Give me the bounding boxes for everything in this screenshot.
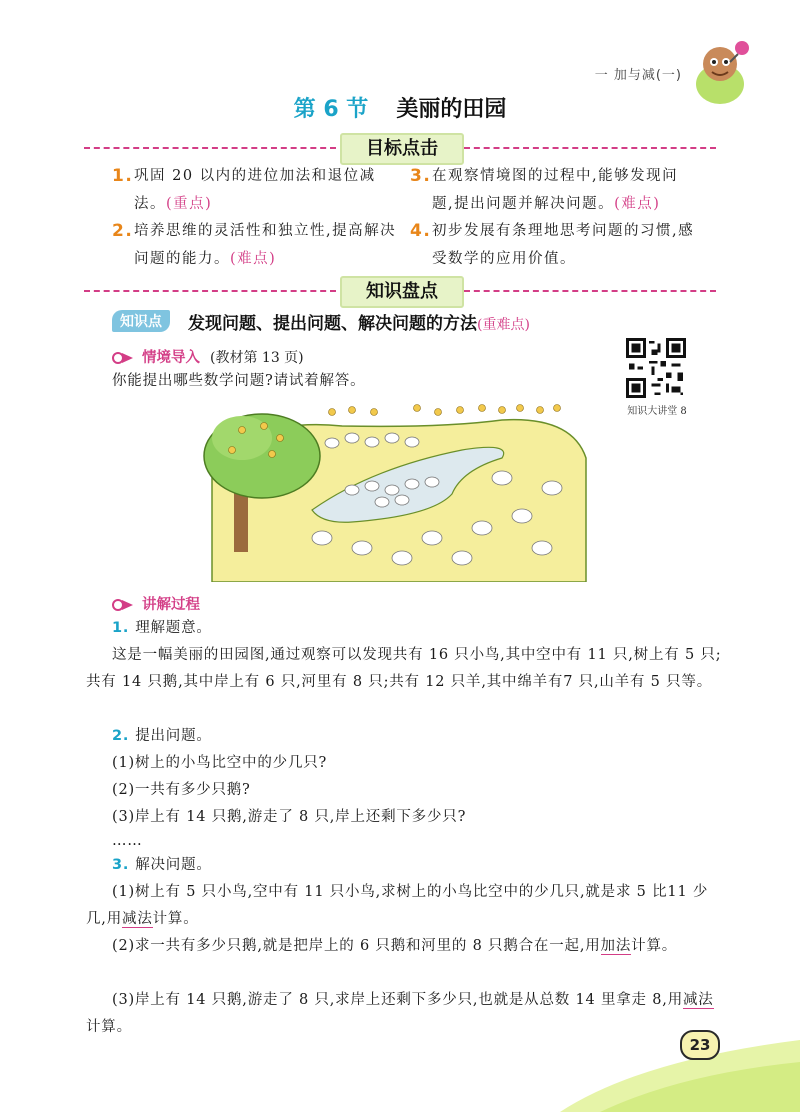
section-number: 第 6 节 (293, 97, 369, 122)
section-title (0, 92, 800, 123)
answer-text: 计算。 (152, 911, 199, 927)
knowledge-point-tag: (重难点) (477, 317, 530, 333)
step-number: 1. (112, 620, 130, 636)
situation-heading (112, 346, 304, 367)
goal-number: 3. (410, 166, 432, 186)
situation-title: 情境导入 (142, 350, 200, 366)
knowledge-point-badge: 知识点 (112, 310, 170, 332)
goal-tag: (难点) (614, 196, 661, 212)
step-heading (112, 615, 212, 642)
section-name: 美丽的田园 (396, 97, 507, 122)
divider (464, 290, 716, 292)
step1-paragraph: 这是一幅美丽的田园图,通过观察可以发现共有 16 只小鸟,其中空中有 11 只,树上有 5 只;共有 14 只鹅,其中岸上有 6 只,河里有 8 只;共有 12 只羊,其中绵羊有7 只,山羊有 5 只等。 (86, 647, 722, 690)
knowledge-point-text: 发现问题、提出问题、解决问题的方法 (188, 314, 477, 334)
answer-keyword: 减法 (683, 992, 714, 1008)
goal-number: 1. (112, 166, 134, 186)
situation-question: 你能提出哪些数学问题?请试着解答。 (112, 373, 366, 389)
goal-tag: (重点) (166, 196, 213, 212)
step-title: 提出问题。 (135, 728, 212, 744)
step-number: 3. (112, 857, 130, 873)
answer-text: (3)岸上有 14 只鹅,游走了 8 只,求岸上还剩下多少只,也就是从总数 14 里拿走 8,用 (112, 992, 683, 1008)
farm-scene-illustration (202, 398, 588, 582)
qr-code-icon[interactable] (626, 338, 686, 398)
explain-heading (112, 593, 200, 614)
answer-text: 计算。 (631, 938, 678, 954)
goal-text: 培养思维的灵活性和独立性,提高解决问题的能力。 (134, 223, 397, 267)
goal-text: 初步发展有条理地思考问题的习惯,感受数学的应用价值。 (432, 223, 695, 267)
ellipsis: …… (112, 833, 143, 849)
situation-note: (教材第 13 页) (210, 350, 304, 366)
step-heading (112, 852, 212, 879)
goal-number: 4. (410, 221, 432, 241)
divider (84, 290, 336, 292)
footer-wave-decoration (560, 1020, 800, 1112)
divider (84, 147, 336, 149)
chapter-label: 一 加与减(一) (594, 68, 682, 83)
answer-paragraph (86, 933, 722, 960)
divider (464, 147, 716, 149)
knowledge-banner: 知识盘点 (340, 276, 464, 308)
step-title: 理解题意。 (135, 620, 212, 636)
knowledge-point-title (188, 309, 530, 334)
goals-banner: 目标点击 (340, 133, 464, 165)
qr-label: 知识大讲堂 8 (627, 406, 687, 417)
goal-number: 2. (112, 221, 134, 241)
goal-text: 巩固 20 以内的进位加法和退位减法。 (134, 168, 376, 212)
question-item: (1)树上的小鸟比空中的少几只? (112, 755, 328, 771)
arrow-icon (112, 599, 134, 611)
goal-item (410, 162, 700, 218)
step-number: 2. (112, 728, 130, 744)
answer-paragraph (86, 879, 722, 933)
question-item: (2)一共有多少只鹅? (112, 782, 251, 798)
goal-item (112, 162, 398, 218)
step-title: 解决问题。 (135, 857, 212, 873)
goal-tag: (难点) (230, 251, 277, 267)
goal-item (410, 217, 700, 273)
answer-text: (2)求一共有多少只鹅,就是把岸上的 6 只鹅和河里的 8 只鹅合在一起,用 (112, 938, 601, 954)
explain-title: 讲解过程 (142, 597, 200, 613)
answer-text: 计算。 (86, 1019, 132, 1035)
goal-item (112, 217, 398, 273)
step-heading (112, 723, 212, 750)
answer-keyword: 加法 (600, 938, 632, 954)
arrow-icon (112, 352, 134, 364)
page-number: 23 (680, 1030, 720, 1060)
answer-keyword: 减法 (122, 911, 153, 927)
answer-text: (1)树上有 5 只小鸟,空中有 11 只小鸟,求树上的小鸟比空中的少几只,就是求 5 比11 少几,用 (86, 884, 709, 927)
goal-text: 在观察情境图的过程中,能够发现问题,提出问题并解决问题。 (432, 168, 679, 212)
question-item: (3)岸上有 14 只鹅,游走了 8 只,岸上还剩下多少只? (112, 809, 467, 825)
